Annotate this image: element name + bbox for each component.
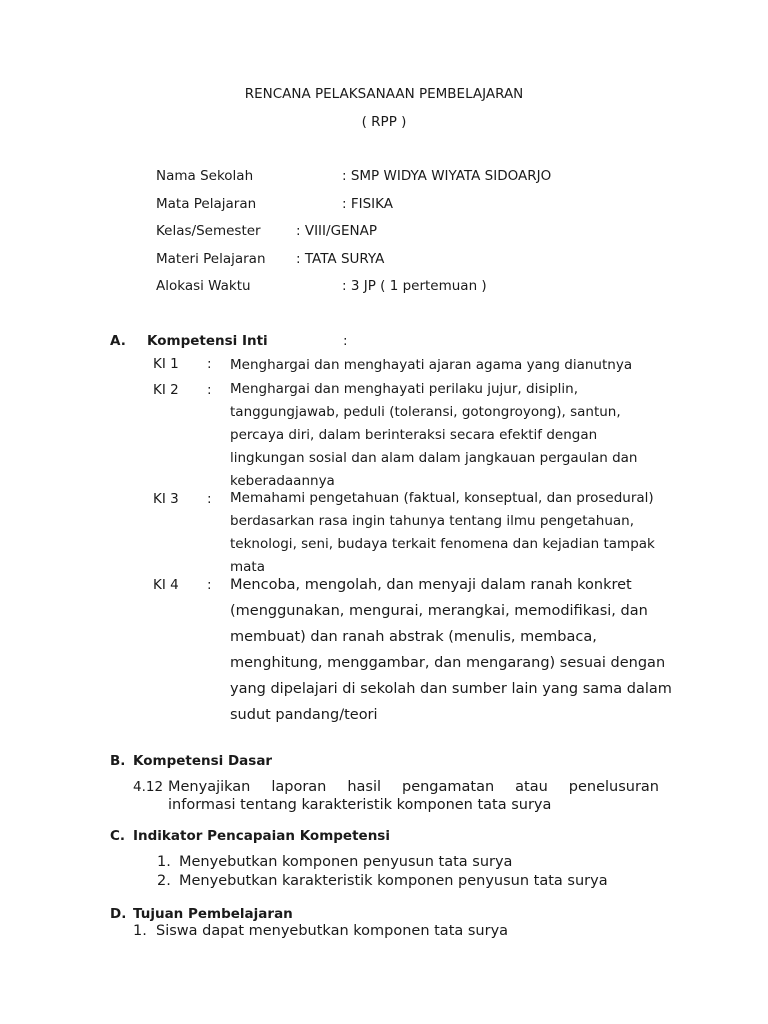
section-c-title: Indikator Pencapaian Kompetensi <box>133 828 390 844</box>
ki-code: KI 2 <box>153 382 179 398</box>
goal-number: 1. <box>133 923 147 939</box>
indicator-text: Menyebutkan komponen penyusun tata surya <box>179 854 513 870</box>
section-a-letter: A. <box>110 333 126 349</box>
ki-text: Menghargai dan menghayati ajaran agama yang dianutnya <box>230 357 633 373</box>
kd-text-line-2: informasi tentang karakteristik komponen tata surya <box>168 797 552 813</box>
ki-code: KI 4 <box>153 577 179 593</box>
identity-label-school: Nama Sekolah <box>156 168 254 184</box>
section-d-title: Tujuan Pembelajaran <box>133 906 293 922</box>
ki-code: KI 1 <box>153 356 179 372</box>
indicator-number: 1. <box>157 854 171 870</box>
ki-code: KI 3 <box>153 491 179 507</box>
identity-label-subject: Mata Pelajaran <box>156 196 257 212</box>
ki-separator: : <box>207 577 212 593</box>
identity-label-class: Kelas/Semester <box>156 223 261 239</box>
kd-number: 4.12 <box>133 779 164 795</box>
identity-label-time: Alokasi Waktu <box>156 278 251 294</box>
identity-value-time: : 3 JP ( 1 pertemuan ) <box>342 278 487 294</box>
ki-separator: : <box>207 356 212 372</box>
section-c-letter: C. <box>110 828 126 844</box>
ki-text: Menghargai dan menghayati perilaku jujur, disiplin, tanggungjawab, peduli (toleransi, gotongroyong), santun, percaya diri, dalam berinteraksi secara efektif dengan lingkungan sosial dan alam dalam jangkauan pergaulan dan keberadaannya <box>230 381 638 489</box>
document-subtitle: ( RPP ) <box>361 114 407 130</box>
indicator-text: Menyebutkan karakteristik komponen penyusun tata surya <box>179 873 608 889</box>
section-d-letter: D. <box>110 906 127 922</box>
ki-separator: : <box>207 491 212 507</box>
ki-text: Memahami pengetahuan (faktual, konseptual, dan prosedural) berdasarkan rasa ingin tahunya tentang ilmu pengetahuan, teknologi, seni, budaya terkait fenomena dan kejadian tampak mata <box>230 490 655 575</box>
kd-text-line-1: Menyajikan laporan hasil pengamatan atau penelusuran <box>168 779 659 795</box>
section-b-title: Kompetensi Dasar <box>133 753 273 769</box>
indicator-number: 2. <box>157 873 171 889</box>
section-a-colon: : <box>343 333 348 349</box>
ki-separator: : <box>207 382 212 398</box>
ki-text: Mencoba, mengolah, dan menyaji dalam ranah konkret (menggunakan, mengurai, merangkai, memodifikasi, dan membuat) dan ranah abstrak (menulis, membaca, menghitung, menggambar, dan mengarang) sesuai dengan yang dipelajari di sekolah dan sumber lain yang sama dalam sudut pandang/teori <box>230 577 672 723</box>
identity-label-material: Materi Pelajaran <box>156 251 266 267</box>
identity-value-material: : TATA SURYA <box>296 251 385 267</box>
identity-value-subject: : FISIKA <box>342 196 393 212</box>
section-b-letter: B. <box>110 753 126 769</box>
goal-text: Siswa dapat menyebutkan komponen tata surya <box>156 923 509 939</box>
document-title: RENCANA PELAKSANAAN PEMBELAJARAN <box>244 86 524 102</box>
identity-value-school: : SMP WIDYA WIYATA SIDOARJO <box>342 168 552 184</box>
identity-value-class: : VIII/GENAP <box>296 223 378 239</box>
section-a-title: Kompetensi Inti <box>147 333 268 349</box>
